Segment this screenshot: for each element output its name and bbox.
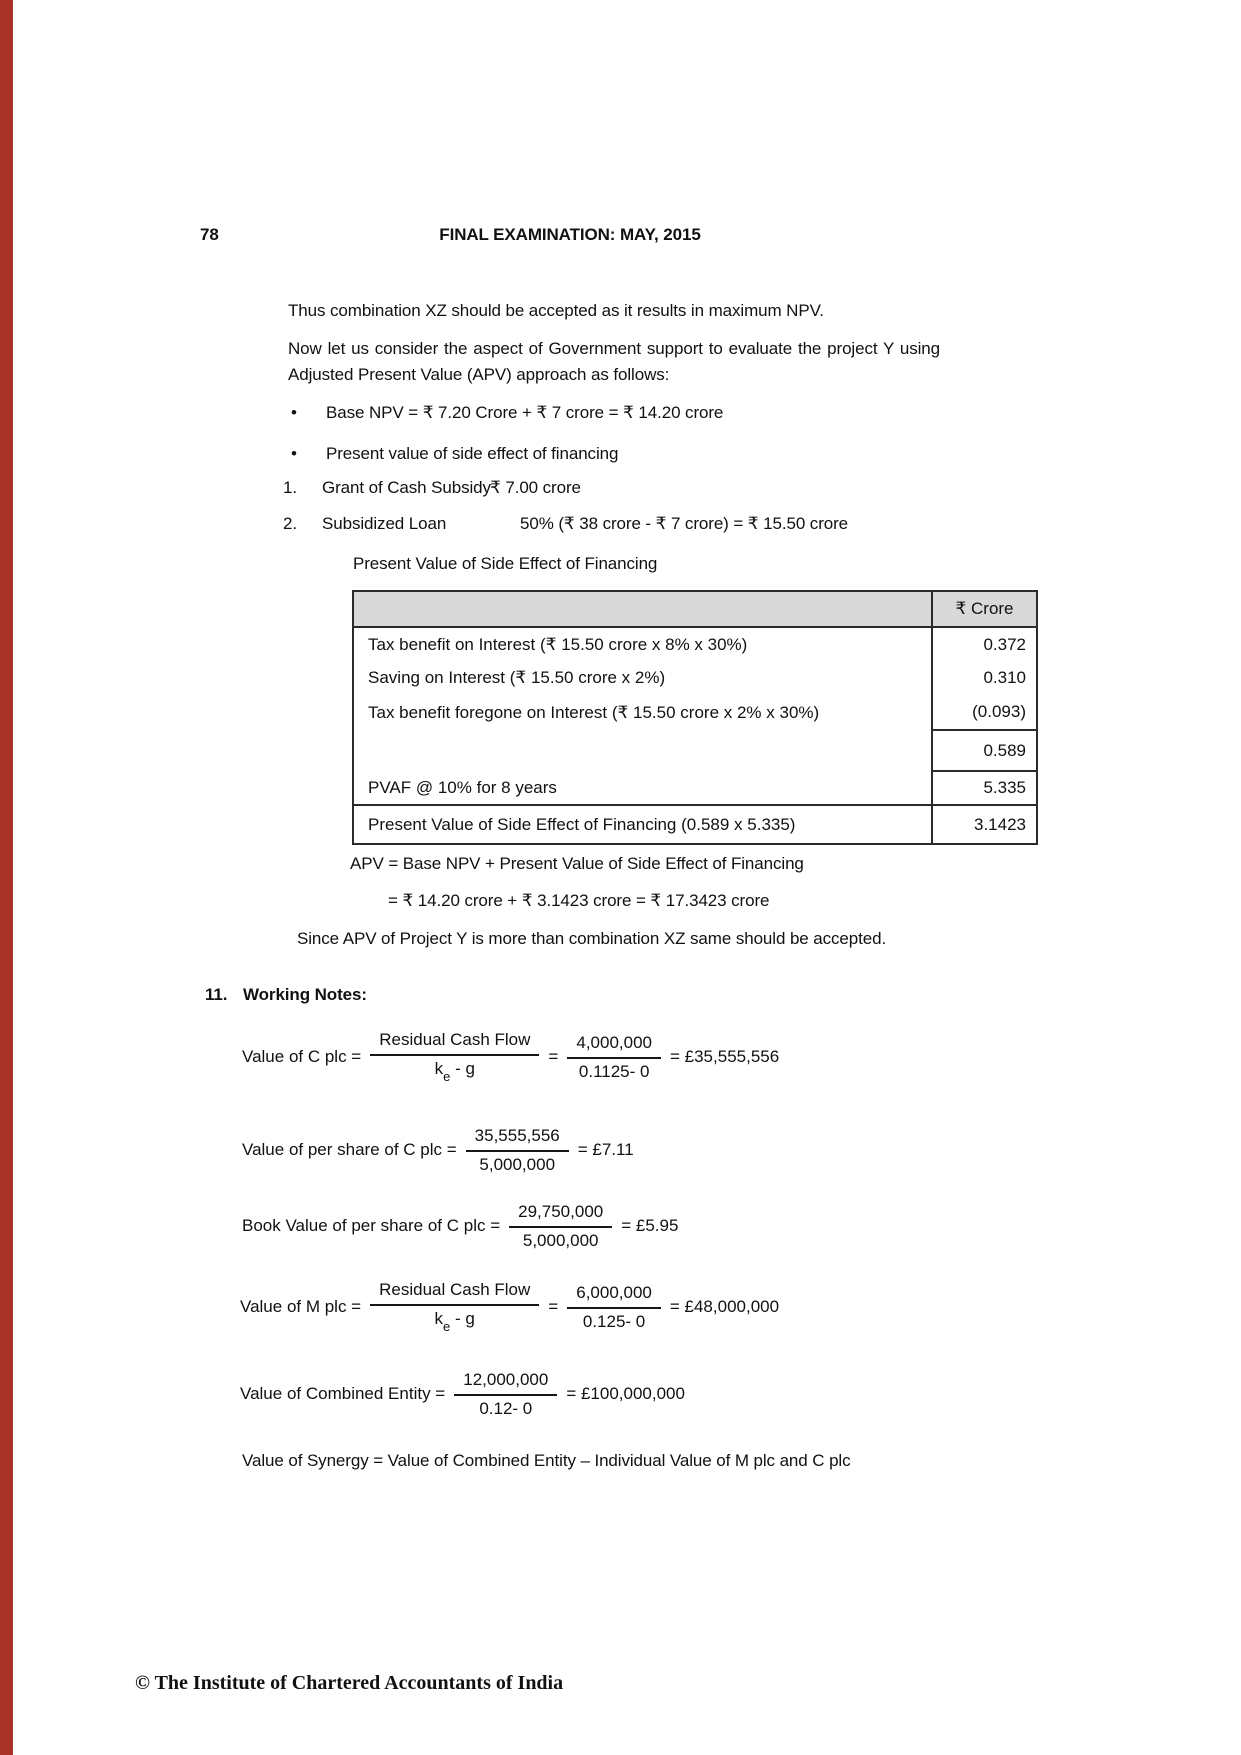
- table-header-empty-cell: [354, 592, 931, 626]
- row-value: 0.589: [931, 731, 1036, 772]
- fraction-denominator: $k_e$ - g: [434, 1059, 475, 1084]
- table-row: [354, 661, 1036, 694]
- formula-label: Value of per share of C plc =: [242, 1140, 457, 1159]
- table-header-crore-cell: ₹ Crore: [931, 592, 1036, 626]
- fraction-denominator: 5,000,000: [479, 1155, 556, 1174]
- row-value: 3.1423: [931, 806, 1036, 843]
- fraction: [454, 1368, 557, 1420]
- fraction: [567, 1281, 661, 1333]
- formula-value-of-c-plc: [242, 1028, 779, 1085]
- table-row: [354, 772, 1036, 806]
- fraction-denominator: 5,000,000: [522, 1231, 599, 1250]
- page-number: 78: [200, 225, 219, 244]
- fraction: [370, 1028, 539, 1085]
- fraction-numerator: 6,000,000: [567, 1281, 661, 1309]
- apv-equation: APV = Base NPV + Present Value of Side Effect of Financing: [350, 854, 804, 873]
- footer-copyright: © The Institute of Chartered Accountants of India: [135, 1672, 564, 1694]
- numbered-item-2-value: 50% (₹ 38 crore - ₹ 7 crore) = ₹ 15.50 crore: [520, 514, 849, 533]
- conclusion-paragraph: Since APV of Project Y is more than combination XZ same should be accepted.: [297, 929, 887, 948]
- fraction: [370, 1278, 539, 1335]
- row-value: 0.310: [931, 661, 1036, 694]
- table-row-subtotal: [354, 731, 1036, 772]
- fraction-denominator: 0.12- 0: [479, 1399, 533, 1418]
- formula-book-value-per-share-c-plc: [242, 1200, 678, 1252]
- bullet-icon: •: [291, 403, 297, 422]
- section-title: Working Notes:: [243, 985, 367, 1004]
- fraction-denominator: 0.1125- 0: [578, 1061, 650, 1081]
- row-value: 5.335: [931, 772, 1036, 804]
- formula-value-combined-entity: [240, 1368, 685, 1420]
- equals-sign: =: [548, 1046, 559, 1066]
- bullet-icon: •: [291, 444, 297, 463]
- formula-value-per-share-c-plc: [242, 1124, 634, 1176]
- row-value: (0.093): [931, 694, 1036, 731]
- table-row: [354, 628, 1036, 661]
- bullet-item-side-effect: Present value of side effect of financing: [326, 444, 619, 463]
- fraction: [466, 1124, 569, 1176]
- numbered-item-1-value: ₹ 7.00 crore: [490, 478, 581, 497]
- row-label: Saving on Interest (₹ 15.50 crore x 2%): [368, 667, 666, 687]
- row-label: PVAF @ 10% for 8 years: [368, 778, 557, 797]
- fraction-numerator: Residual Cash Flow: [370, 1028, 539, 1056]
- fraction-denominator: $k_e$ - g: [434, 1309, 475, 1334]
- fraction-numerator: 35,555,556: [466, 1124, 569, 1152]
- section-number: 11.: [205, 985, 228, 1004]
- formula-result: = £48,000,000: [669, 1296, 780, 1316]
- fraction: [509, 1200, 612, 1252]
- apv-result: = ₹ 14.20 crore + ₹ 3.1423 crore = ₹ 17.3423 crore: [388, 891, 770, 910]
- row-label: Present Value of Side Effect of Financing (0.589 x 5.335): [368, 814, 796, 834]
- header-title: FINAL EXAMINATION: MAY, 2015: [439, 225, 701, 244]
- bullet-item-base-npv: Base NPV = ₹ 7.20 Crore + ₹ 7 crore = ₹ 14.20 crore: [326, 403, 724, 422]
- formula-result: = £100,000,000: [566, 1384, 685, 1403]
- formula-label: Book Value of per share of C plc =: [242, 1216, 501, 1235]
- formula-label: Value of C plc =: [242, 1046, 362, 1066]
- table-header-row: [354, 592, 1036, 628]
- fraction-numerator: Residual Cash Flow: [370, 1278, 539, 1306]
- left-accent-bar: [0, 0, 13, 1755]
- fraction-numerator: 12,000,000: [454, 1368, 557, 1396]
- table-row: [354, 694, 1036, 731]
- row-label: Tax benefit foregone on Interest (₹ 15.50 crore x 2% x 30%): [368, 702, 820, 722]
- fraction-numerator: 4,000,000: [567, 1031, 661, 1059]
- row-value: 0.372: [931, 628, 1036, 661]
- formula-result: = £7.11: [577, 1140, 634, 1159]
- fraction-numerator: 29,750,000: [509, 1200, 612, 1228]
- formula-result: = £5.95: [621, 1216, 679, 1235]
- paragraph-conclusion-npv: Thus combination XZ should be accepted as it results in maximum NPV.: [288, 301, 824, 320]
- table-row-total: [354, 806, 1036, 843]
- formula-value-of-m-plc: [240, 1278, 779, 1335]
- formula-value-of-synergy: Value of Synergy = Value of Combined Entity – Individual Value of M plc and C plc: [242, 1451, 851, 1470]
- row-label: [354, 731, 931, 772]
- formula-result: = £35,555,556: [670, 1046, 780, 1066]
- numbered-item-2-label: Subsidized Loan: [322, 514, 447, 533]
- row-label: Tax benefit on Interest (₹ 15.50 crore x 8% x 30%): [368, 634, 748, 654]
- numbered-item-1-label: Grant of Cash Subsidy: [322, 478, 491, 497]
- paragraph-apv-intro: Now let us consider the aspect of Government support to evaluate the project Y using Adjusted Present Value (APV) approach as follows:: [288, 339, 940, 384]
- fraction-denominator: 0.125- 0: [582, 1311, 646, 1331]
- equals-sign: =: [548, 1296, 559, 1316]
- fraction: [567, 1031, 661, 1083]
- table-title: Present Value of Side Effect of Financing: [353, 554, 658, 573]
- numbered-item-1-marker: 1.: [283, 478, 297, 497]
- pv-side-effect-table: [352, 590, 1038, 845]
- formula-label: Value of M plc =: [240, 1296, 362, 1316]
- numbered-item-2-marker: 2.: [283, 514, 297, 533]
- formula-label: Value of Combined Entity =: [240, 1384, 446, 1403]
